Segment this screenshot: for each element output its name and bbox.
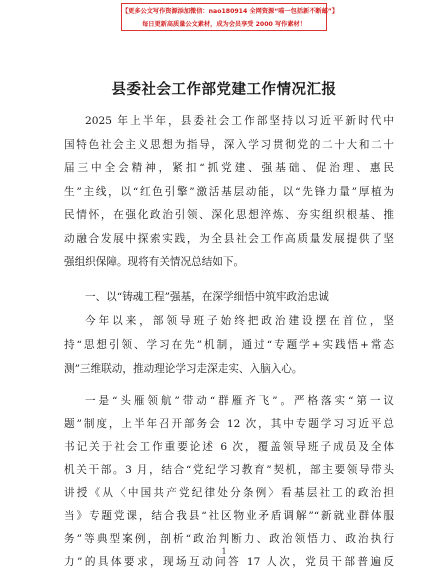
section-heading: 一、以“铸魂工程”强基，在深学细悟中筑牢政治忠诚 (85, 291, 329, 303)
body-line: 持“思想引领、学习在先”机制，通过“专题学+实践悟+常态 (64, 339, 394, 351)
body-line: 今年以来，部领导班子始终把政治建设摆在首位，坚 (85, 315, 394, 327)
document-title: 县委社会工作部党建工作情况汇报 (111, 81, 337, 98)
body-line: 强组织保障。现将有关情况总结如下。 (64, 256, 245, 268)
body-line: 动融合发展中探索实践，为全县社会工作高质量发展提供了坚 (64, 233, 394, 245)
promo-line-2: 每日更新高质量公文素材，成为会员享受 2000 写作素材！ (142, 21, 306, 28)
body-line: 2025 年上半年，县委社会工作部坚持以习近平新时代中 (85, 115, 394, 127)
body-line: 书记关于社会工作重要论述 6 次，覆盖领导班子成员及全体 (64, 441, 394, 453)
body-line: 务”等典型案例，剖析“政治判断力、政治领悟力、政治执行 (64, 533, 394, 545)
body-line: 国特色社会主义思想为指导，深入学习贯彻党的二十大和二十 (64, 139, 394, 151)
body-line: 届三中全会精神，紧扣“抓党建、强基础、促治理、惠民 (64, 162, 394, 174)
body-line: 题”制度，上半年召开部务会 12 次，其中专题学习习近平总 (64, 418, 394, 430)
page-number: 1 (221, 547, 227, 556)
body-line: 民情怀，在强化政治引领、深化思想淬炼、夯实组织根基、推 (64, 209, 394, 221)
body-line: 力”的具体要求，现场互动问答 17 人次，党员干部普遍反 (64, 556, 394, 568)
promo-banner (121, 3, 339, 31)
promo-line-1: 【更多公文写作资源添加微信：nao180914 全网资源“喵一包括新不断邮”】 (122, 8, 339, 15)
body-line: 一是“头雁领航”带动“群雁齐飞”。严格落实“第一议 (85, 395, 394, 407)
body-line: 讲授《从〈中国共产党纪律处分条例〉看基层社工的政治担 (64, 487, 394, 499)
body-line: 生”主线，以“红色引擎”激活基层动能，以“先锋力量”厚植为 (64, 186, 394, 198)
body-line: 当》专题党课，结合我县“社区物业矛盾调解”“新就业群体服 (64, 510, 394, 522)
body-line: 机关干部。3 月，结合“党纪学习教育”契机，部主要领导带头 (64, 464, 394, 476)
body-line: 测”三维联动，推动理论学习走深走实、入脑入心。 (64, 363, 303, 375)
